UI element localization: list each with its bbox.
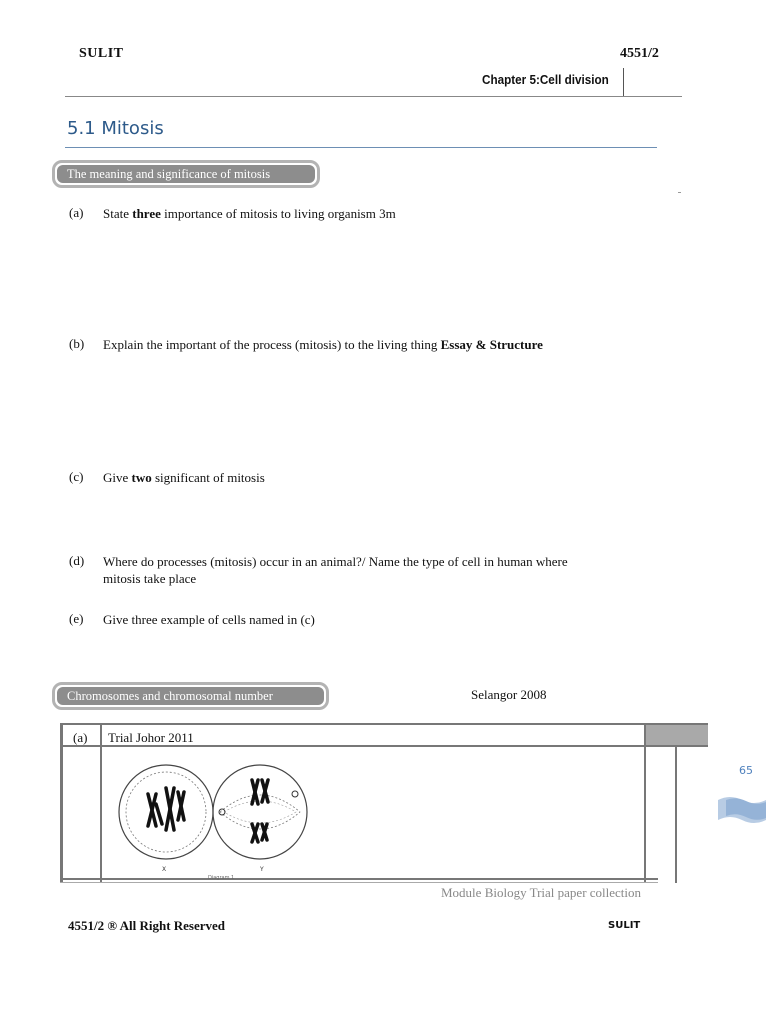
section-title: 5.1 Mitosis — [67, 118, 164, 139]
question-e — [0, 611, 768, 631]
question-a-label: (a) — [69, 205, 84, 220]
table-column-divider — [644, 723, 646, 883]
table-column-divider — [675, 745, 677, 883]
question-e-text: Give three example of cells named in (c) — [103, 612, 315, 627]
banner-chromosomes-label: Chromosomes and chromosomal number — [57, 687, 324, 705]
question-c-post: significant of mitosis — [151, 470, 265, 485]
banner-meaning-label: The meaning and significance of mitosis — [57, 165, 315, 183]
footer-copyright: 4551/2 ® All Right Reserved — [68, 918, 226, 933]
table-item-label: (a) — [73, 730, 88, 745]
question-a-pre: State — [103, 206, 133, 221]
table-border-top — [60, 723, 708, 725]
question-d-label: (d) — [69, 553, 85, 568]
header-rule — [65, 96, 682, 97]
question-b-bold: Essay & Structure — [440, 337, 543, 352]
cell-y — [213, 765, 307, 859]
question-d — [0, 553, 768, 589]
question-b-label: (b) — [69, 336, 85, 351]
question-b — [0, 336, 768, 356]
table-border-left — [60, 723, 63, 883]
diagram-label-x: X — [162, 866, 167, 873]
diagram-caption: Diagram 1 — [208, 875, 235, 881]
page-number: 65 — [739, 764, 753, 777]
module-caption: Module Biology Trial paper collection — [441, 885, 642, 900]
question-c-label: (c) — [69, 469, 84, 484]
table-item-title: Trial Johor 2011 — [108, 730, 194, 745]
table-column-divider — [100, 723, 102, 883]
diagram-label-y: Y — [260, 866, 264, 873]
question-d-line1: Where do processes (mitosis) occur in an animal?/ Name the type of cell in human where — [103, 554, 568, 569]
table-border-bottom — [60, 882, 658, 883]
chapter-title: Chapter 5:Cell division — [482, 72, 609, 87]
header-sulit: SULIT — [79, 46, 124, 61]
table-header-cell — [646, 725, 708, 745]
section-rule — [65, 147, 657, 148]
footer-sulit: SULIT — [608, 920, 641, 931]
question-c-bold: two — [131, 470, 152, 485]
question-b-pre: Explain the important of the process (mitosis) to the living thing — [103, 337, 441, 352]
header-divider — [623, 68, 624, 96]
header-paper-code: 4551/2 — [620, 46, 659, 61]
question-c-pre: Give — [103, 470, 132, 485]
source-label: Selangor 2008 — [471, 687, 547, 702]
stray-mark — [678, 192, 681, 193]
mitosis-diagram — [112, 764, 312, 882]
question-a — [0, 205, 768, 225]
question-e-label: (e) — [69, 611, 84, 626]
question-c — [0, 469, 768, 489]
banner-chromosomes — [52, 682, 329, 710]
cell-x — [119, 765, 213, 859]
question-a-bold: three — [132, 206, 161, 221]
question-a-post: importance of mitosis to living organism 3m — [160, 206, 396, 221]
banner-meaning — [52, 160, 320, 188]
page-tab-icon — [716, 794, 768, 826]
question-d-line2: mitosis take place — [103, 571, 197, 586]
